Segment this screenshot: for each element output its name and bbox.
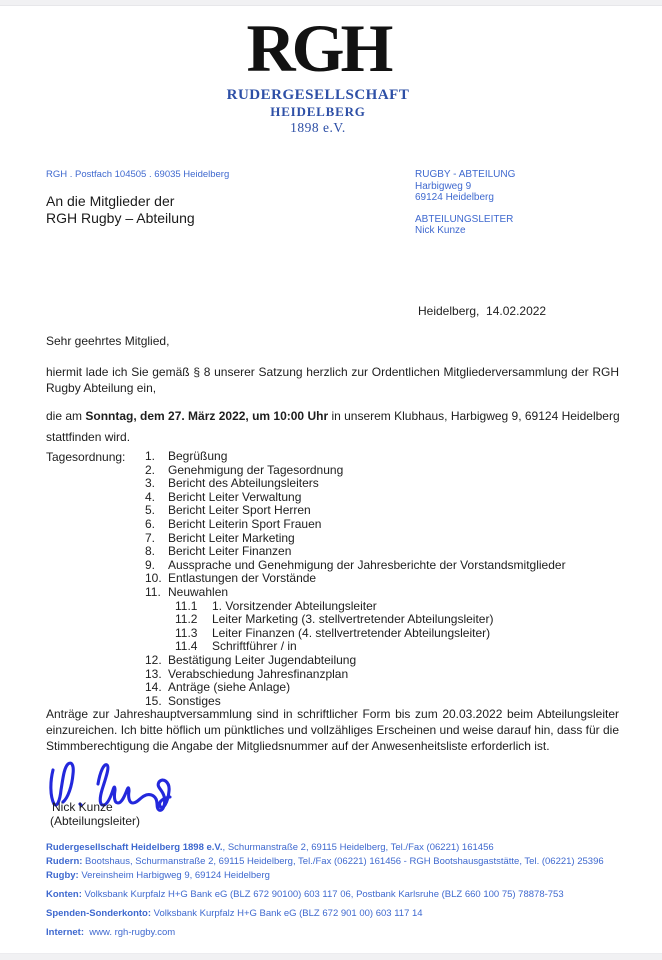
agenda-item [145, 559, 625, 573]
footer-line [46, 888, 631, 902]
agenda-item-text: Sonstiges [168, 693, 221, 708]
agenda-item-text: Verabschiedung Jahresfinanzplan [168, 666, 349, 681]
agenda-item-text: Entlastungen der Vorstände [168, 571, 317, 586]
agenda-item-number: 11.4 [175, 639, 198, 654]
agenda-item-text: Neuwahlen [168, 584, 229, 599]
agenda-item-text: Bericht Leiter Verwaltung [168, 489, 302, 504]
agenda-item [145, 654, 625, 668]
signer-name: Nick Kunze [52, 800, 113, 814]
agenda-item [145, 491, 625, 505]
footer-line-text: Bootshaus, Schurmanstraße 2, 69115 Heidelberg, Tel./Fax (06221) 161456 - RGH Bootshausgaststätte, Tel. (06221) 25396 [82, 856, 604, 867]
agenda-item-text: Leiter Marketing (3. stellvertretender Abteilungsleiter) [212, 612, 494, 627]
agenda-item-text: Anträge (siehe Anlage) [168, 680, 291, 695]
signer-role: (Abteilungsleiter) [50, 814, 141, 828]
agenda-item-text: Aussprache und Genehmigung der Jahresberichte der Vorstandsmitglieder [168, 557, 566, 572]
agenda-item-text: Genehmigung der Tagesordnung [168, 462, 344, 477]
agenda-item-number: 5. [145, 503, 156, 518]
meeting-date-prefix: die am [46, 409, 86, 423]
agenda-item-number: 8. [145, 544, 156, 559]
agenda-item-text: Leiter Finanzen (4. stellvertretender Abteilungsleiter) [212, 625, 491, 640]
footer-line [46, 907, 631, 921]
recipient-address [46, 193, 195, 227]
org-city-line: HEIDELBERG [270, 104, 366, 119]
agenda-item-text: Bericht Leiterin Sport Frauen [168, 516, 322, 531]
agenda-item [145, 681, 625, 695]
footer-line-label: Rudergesellschaft Heidelberg 1898 e.V. [46, 842, 223, 853]
agenda-item [175, 613, 625, 627]
department-title: RUGBY - ABTEILUNG [415, 169, 516, 180]
agenda-item-text: Begrüßung [168, 449, 228, 463]
recipient-line: An die Mitglieder der [46, 193, 175, 209]
agenda-list [145, 450, 625, 708]
agenda-item [145, 504, 625, 518]
agenda-item [145, 532, 625, 546]
recipient-line: RGH Rugby – Abteilung [46, 210, 195, 226]
page-edge-bottom [0, 953, 662, 960]
agenda-item-text: Bericht Leiter Marketing [168, 530, 295, 545]
letterhead [0, 12, 649, 135]
agenda-item-text: Bericht des Abteilungsleiters [168, 476, 319, 491]
footer-line-text: Volksbank Kurpfalz H+G Bank eG (BLZ 672 90100) 603 117 06, Postbank Karlsruhe (BLZ 660 100 75) 78878-753 [81, 889, 564, 900]
agenda-item-number: 11.2 [175, 612, 198, 627]
footer-line-label: Konten: [46, 889, 82, 900]
footer-line-label: Rugby: [46, 870, 79, 881]
agenda-item-text: Bestätigung Leiter Jugendabteilung [168, 652, 357, 667]
org-founding-line: 1898 e.V. [290, 120, 346, 135]
agenda-item [145, 586, 625, 600]
salutation: Sehr geehrtes Mitglied, [46, 334, 170, 348]
agenda-item [175, 600, 625, 614]
agenda-item-number: 12. [145, 652, 162, 667]
agenda-item [145, 668, 625, 682]
agenda-item [145, 545, 625, 559]
agenda-item [175, 627, 625, 641]
meeting-date-bold: Sonntag, dem 27. März 2022, um 10:00 Uhr [85, 409, 329, 423]
page-edge-top [0, 0, 662, 6]
footer-line-text: www. rgh-rugby.com [84, 927, 176, 938]
agenda-item [175, 640, 625, 654]
agenda-item-number: 2. [145, 462, 156, 477]
footer-line-label: Internet: [46, 927, 84, 938]
agenda-item-number: 15. [145, 693, 162, 708]
agenda-item-number: 13. [145, 666, 162, 681]
footer-line-text: Vereinsheim Harbigweg 9, 69124 Heidelberg [78, 870, 270, 881]
club-logo: RGH [246, 10, 390, 86]
agenda-item-number: 6. [145, 516, 156, 531]
agenda-item-number: 9. [145, 557, 156, 572]
meeting-date-continuation: stattfinden wird. [46, 430, 131, 444]
org-name-line: RUDERGESELLSCHAFT [226, 87, 410, 103]
footer-line-label: Rudern: [46, 856, 83, 867]
sender-return-address: RGH . Postfach 104505 . 69035 Heidelberg [46, 169, 230, 180]
footer-line-text: , Schurmanstraße 2, 69115 Heidelberg, Tel./Fax (06221) 161456 [222, 842, 494, 853]
agenda-item-number: 1. [145, 449, 156, 463]
footer-line [46, 869, 631, 883]
department-street: Harbigweg 9 [415, 180, 472, 192]
footer-line [46, 926, 631, 940]
dateline: Heidelberg, 14.02.2022 [418, 304, 547, 318]
agenda-item-number: 3. [145, 476, 156, 491]
footer-line-text: Volksbank Kurpfalz H+G Bank eG (BLZ 672 901 00) 603 117 14 [151, 908, 423, 919]
department-city: 69124 Heidelberg [415, 192, 494, 203]
agenda-item-text: Schriftführer / in [212, 639, 297, 654]
agenda-item-number: 11.3 [175, 625, 198, 640]
department-role-title: ABTEILUNGSLEITER [415, 213, 514, 225]
letter-footer [46, 841, 631, 940]
agenda-item-number: 4. [145, 489, 156, 504]
meeting-date-suffix: in unserem Klubhaus, Harbigweg 9, 69124 Heidelberg [328, 409, 620, 423]
closing-paragraph: Anträge zur Jahreshauptversammlung sind in schriftlicher Form bis zum 20.03.2022 beim Abteilungsleiter einzureichen. Ich bitte höflich um pünktliches und vollzähliges Erscheinen und weise darauf hin, dass für die Stimmberechtigung die Angabe der Mitgliedsnummer auf der Anwesenheitsliste erforderlich ist. [46, 707, 619, 753]
invitation-paragraph: hiermit lade ich Sie gemäß § 8 unserer Satzung herzlich zur Ordentlichen Mitgliederversammlung der RGH Rugby Abteilung ein, [46, 365, 619, 395]
agenda-item [145, 518, 625, 532]
footer-line [46, 855, 631, 869]
agenda-item [145, 572, 625, 586]
agenda-item-number: 10. [145, 571, 162, 586]
footer-line-label: Spenden-Sonderkonto: [46, 908, 152, 919]
agenda-item-text: Bericht Leiter Sport Herren [168, 503, 311, 518]
agenda-item-number: 11. [145, 584, 161, 599]
department-info-block [415, 169, 515, 237]
agenda-item [145, 477, 625, 491]
agenda-item-number: 7. [145, 530, 156, 545]
agenda-item-number: 14. [145, 680, 162, 695]
agenda-label: Tagesordnung: [46, 450, 126, 464]
agenda-item [145, 464, 625, 478]
agenda-item-text: 1. Vorsitzender Abteilungsleiter [212, 598, 377, 613]
footer-line [46, 841, 631, 855]
agenda-item [145, 450, 625, 464]
meeting-date-paragraph [46, 408, 626, 424]
department-role-name: Nick Kunze [415, 225, 466, 236]
agenda-item-number: 11.1 [175, 598, 198, 613]
agenda-item-text: Bericht Leiter Finanzen [168, 544, 292, 559]
